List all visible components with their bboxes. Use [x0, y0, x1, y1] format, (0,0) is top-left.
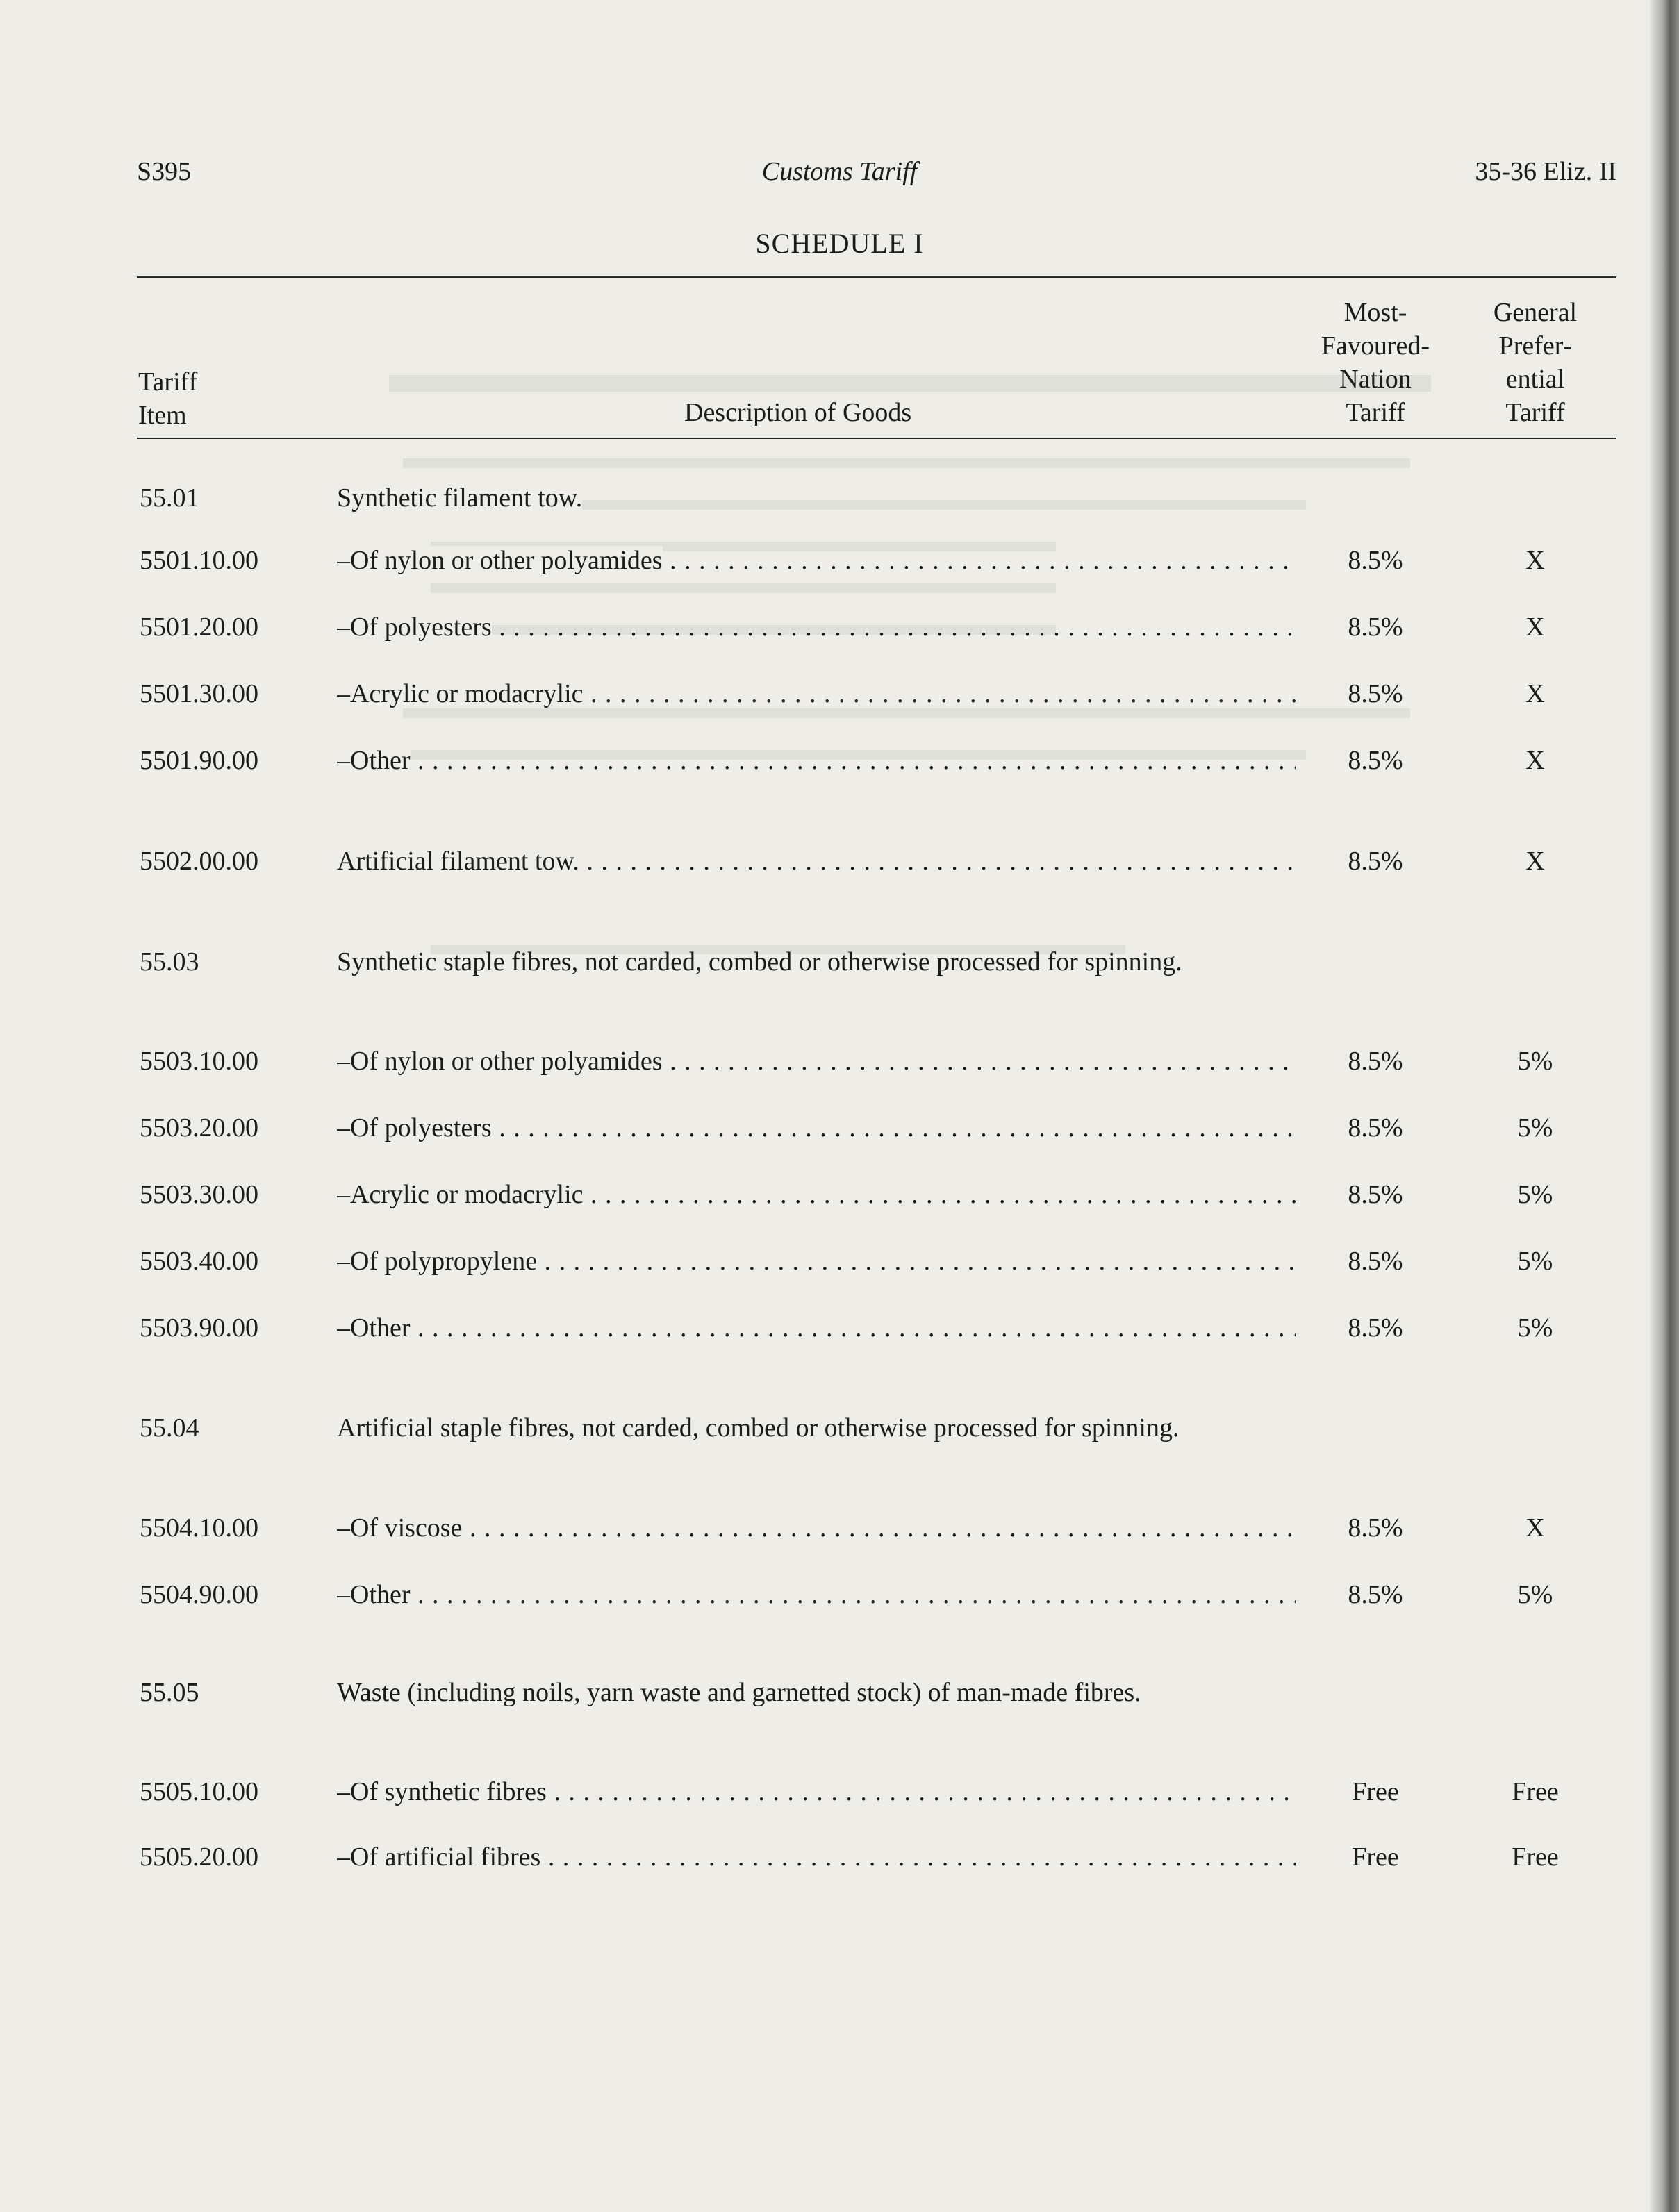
goods-description: –Acrylic or modacrylic . . .: [337, 1176, 1296, 1213]
tariff-item-code: 5501.20.00: [140, 613, 258, 642]
column-header-description: Description of Goods: [684, 398, 912, 427]
tariff-item-code: 55.04: [140, 1413, 199, 1442]
gpt-rate: X: [1525, 1513, 1545, 1542]
gpt-rate: X: [1525, 746, 1545, 775]
header-bottom-rule: [137, 438, 1616, 439]
goods-description: –Acrylic or modacrylic . . .: [337, 676, 1296, 712]
goods-description: –Of viscose . . .: [337, 1510, 1296, 1546]
goods-description: Synthetic filament tow.: [337, 483, 583, 513]
tariff-item-code: 55.05: [140, 1678, 199, 1707]
goods-description: –Of artificial fibres . . .: [337, 1839, 1296, 1875]
gpt-rate: X: [1525, 679, 1545, 708]
mfn-rate: Free: [1352, 1843, 1399, 1872]
gpt-rate: X: [1525, 613, 1545, 642]
tariff-item-code: 5501.90.00: [140, 746, 258, 775]
mfn-rate: 8.5%: [1348, 1113, 1403, 1142]
gpt-rate: 5%: [1517, 1113, 1553, 1142]
gpt-rate: 5%: [1517, 1047, 1553, 1076]
goods-description: –Of polyesters . . .: [337, 1110, 1296, 1146]
schedule-title: SCHEDULE I: [755, 228, 924, 259]
gpt-rate: 5%: [1517, 1580, 1553, 1609]
page-binding-edge: [1650, 0, 1679, 2212]
mfn-rate: 8.5%: [1348, 1247, 1403, 1276]
goods-description: Artificial filament tow. . . .: [337, 843, 1296, 879]
mfn-rate: 8.5%: [1348, 1513, 1403, 1542]
tariff-item-code: 5503.20.00: [140, 1113, 258, 1142]
mfn-rate: 8.5%: [1348, 613, 1403, 642]
mfn-rate: 8.5%: [1348, 1313, 1403, 1342]
mfn-rate: Free: [1352, 1777, 1399, 1806]
running-title: Customs Tariff: [761, 157, 918, 186]
goods-description: –Of nylon or other polyamides . . .: [337, 1043, 1296, 1079]
goods-description: Waste (including noils, yarn waste and garnetted stock) of man-made fibres.: [337, 1678, 1141, 1707]
mfn-rate: 8.5%: [1348, 847, 1403, 876]
gpt-rate: X: [1525, 546, 1545, 575]
goods-description: Synthetic staple fibres, not carded, combed or otherwise processed for spinning.: [337, 947, 1182, 976]
goods-description: –Of synthetic fibres . . .: [337, 1774, 1296, 1810]
mfn-rate: 8.5%: [1348, 1047, 1403, 1076]
gpt-rate: Free: [1512, 1777, 1559, 1806]
tariff-item-code: 5501.10.00: [140, 546, 258, 575]
tariff-item-code: 5502.00.00: [140, 847, 258, 876]
tariff-item-code: 5505.20.00: [140, 1843, 258, 1872]
goods-description: –Of polyesters . . .: [337, 609, 1296, 645]
column-header-gpt-tariff: General Prefer- ential Tariff: [1493, 298, 1578, 427]
mfn-rate: 8.5%: [1348, 1180, 1403, 1209]
column-header-tariff-item: Tariff Item: [138, 367, 198, 430]
tariff-item-code: 55.03: [140, 947, 199, 976]
tariff-item-code: 55.01: [140, 483, 199, 513]
gpt-rate: 5%: [1517, 1180, 1553, 1209]
gpt-rate: 5%: [1517, 1247, 1553, 1276]
tariff-item-code: 5503.30.00: [140, 1180, 258, 1209]
goods-description: –Of nylon or other polyamides . . .: [337, 542, 1296, 579]
tariff-item-code: 5504.90.00: [140, 1580, 258, 1609]
tariff-item-code: 5503.10.00: [140, 1047, 258, 1076]
mfn-rate: 8.5%: [1348, 546, 1403, 575]
mfn-rate: 8.5%: [1348, 679, 1403, 708]
page-number: S395: [137, 157, 192, 186]
gpt-rate: 5%: [1517, 1313, 1553, 1342]
table-top-rule: [137, 276, 1616, 278]
regnal-year: 35-36 Eliz. II: [1475, 157, 1616, 186]
goods-description: –Other . . .: [337, 1577, 1296, 1613]
column-header-mfn-tariff: Most- Favoured- Nation Tariff: [1321, 298, 1430, 427]
tariff-item-code: 5501.30.00: [140, 679, 258, 708]
mfn-rate: 8.5%: [1348, 1580, 1403, 1609]
mfn-rate: 8.5%: [1348, 746, 1403, 775]
gpt-rate: Free: [1512, 1843, 1559, 1872]
tariff-item-code: 5503.90.00: [140, 1313, 258, 1342]
tariff-item-code: 5504.10.00: [140, 1513, 258, 1542]
tariff-item-code: 5503.40.00: [140, 1247, 258, 1276]
tariff-item-code: 5505.10.00: [140, 1777, 258, 1806]
gpt-rate: X: [1525, 847, 1545, 876]
goods-description: –Other . . .: [337, 1310, 1296, 1346]
goods-description: –Of polypropylene . . .: [337, 1243, 1296, 1279]
goods-description: Artificial staple fibres, not carded, combed or otherwise processed for spinning.: [337, 1413, 1180, 1442]
goods-description: –Other . . .: [337, 742, 1296, 779]
